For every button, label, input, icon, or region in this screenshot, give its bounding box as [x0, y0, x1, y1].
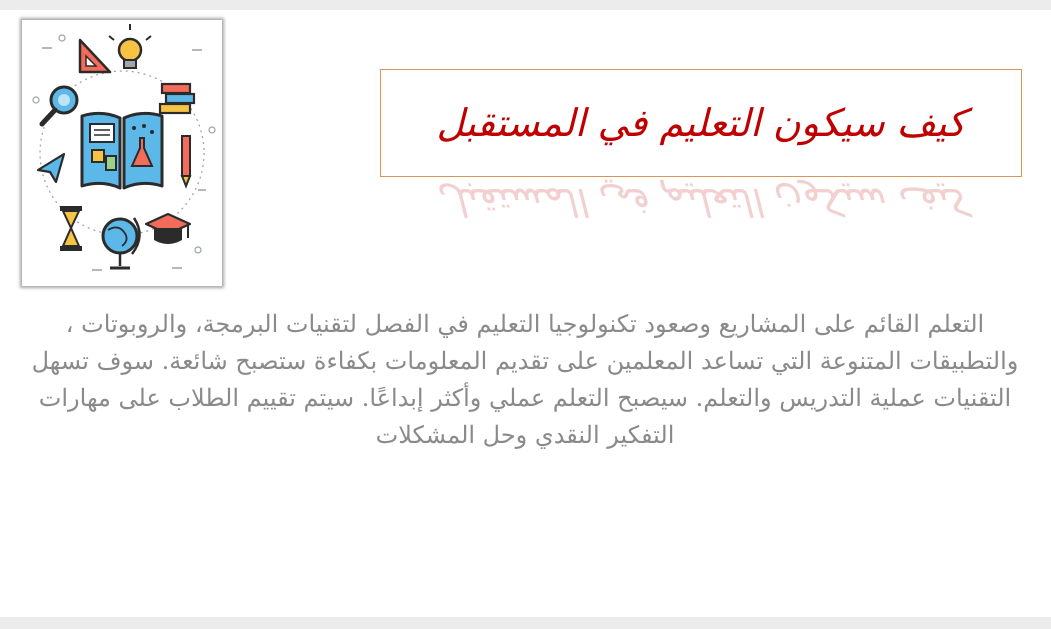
globe-icon: [103, 218, 140, 268]
title-reflection-text: كيف سيكون التعليم في المستقبل: [436, 180, 966, 224]
books-icon: [160, 84, 194, 113]
ruler-triangle-icon: [80, 40, 110, 72]
education-illustration: [22, 20, 222, 286]
hourglass-icon: [60, 206, 82, 251]
lightbulb-icon: [109, 24, 151, 68]
title-box: [380, 69, 1022, 177]
title-reflection: [380, 177, 1022, 257]
body-paragraph: التعلم القائم على المشاريع وصعود تكنولوجيا التعليم في الفصل لتقنيات البرمجة، والروبوتات ، والتطبيقات المتنوعة التي تساعد المعلمين على تقديم المعلومات بكفاءة ستصبح شائعة. سوف تسهل التقنيات عملية التدريس والتعلم. سيصبح التعلم عملي وأكثر إبداعًا. سيتم تقييم الطلاب على مهارات التفكير النقدي وحل المشكلات: [31, 310, 1019, 449]
open-book-icon: [82, 113, 162, 188]
slide: [0, 10, 1051, 617]
pencil-icon: [182, 136, 190, 186]
magnifier-icon: [42, 87, 77, 124]
paper-plane-icon: [38, 154, 64, 182]
slide-title: كيف سيكون التعليم في المستقبل: [436, 101, 966, 145]
